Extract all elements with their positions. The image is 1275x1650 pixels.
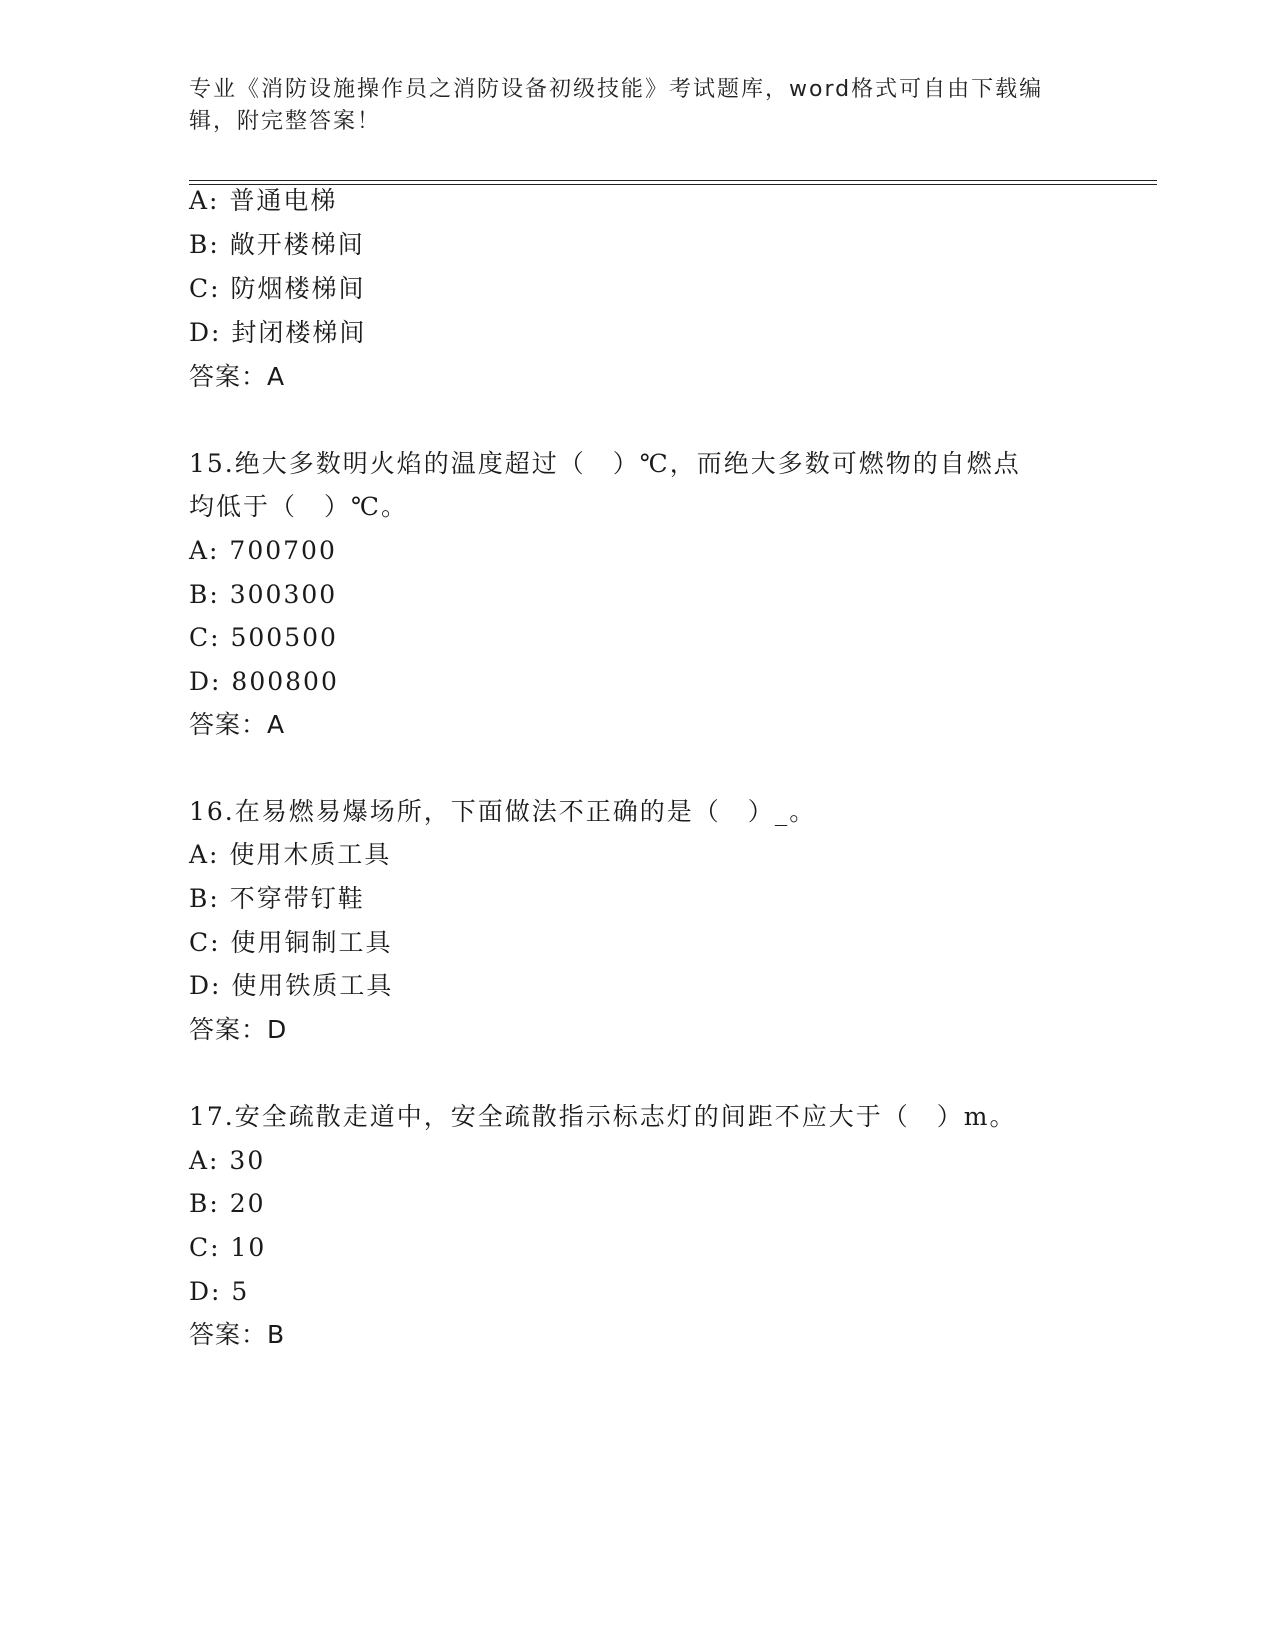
q17-option-a: A: 30 (189, 1146, 266, 1175)
q14-option-a: A: 普通电梯 (189, 186, 338, 215)
q17-answer: 答案：B (189, 1320, 286, 1349)
q16-stem: 16.在易燃易爆场所，下面做法不正确的是（ ）_。 (189, 797, 817, 826)
q15-option-a: A: 700700 (189, 536, 337, 565)
q15-stem-line1: 15.绝大多数明火焰的温度超过（ ）℃，而绝大多数可燃物的自燃点 (189, 449, 1021, 478)
q17-stem: 17.安全疏散走道中，安全疏散指示标志灯的间距不应大于（ ）m。 (189, 1102, 1017, 1131)
q16-option-b: B: 不穿带钉鞋 (189, 884, 365, 913)
q16-option-a: A: 使用木质工具 (189, 840, 392, 869)
header-double-rule (189, 180, 1157, 185)
q15-answer: 答案：A (189, 710, 286, 739)
q14-option-b: B: 敞开楼梯间 (189, 230, 365, 259)
q14-answer: 答案：A (189, 362, 286, 391)
q14-option-d: D: 封闭楼梯间 (189, 318, 367, 347)
document-header: 专业《消防设施操作员之消防设备初级技能》考试题库，word格式可自由下载编辑，附完整答案！ (189, 77, 1044, 134)
q16-option-d: D: 使用铁质工具 (189, 971, 394, 1000)
q15-option-c: C: 500500 (189, 623, 338, 652)
q16-answer: 答案：D (189, 1015, 288, 1044)
q17-option-b: B: 20 (189, 1189, 266, 1218)
q17-option-c: C: 10 (189, 1233, 267, 1262)
q15-option-b: B: 300300 (189, 580, 338, 609)
q16-option-c: C: 使用铜制工具 (189, 928, 393, 957)
q14-option-c: C: 防烟楼梯间 (189, 274, 366, 303)
q17-option-d: D: 5 (189, 1277, 250, 1306)
q15-stem-line2: 均低于（ ）℃。 (189, 492, 408, 521)
q15-option-d: D: 800800 (189, 667, 339, 696)
